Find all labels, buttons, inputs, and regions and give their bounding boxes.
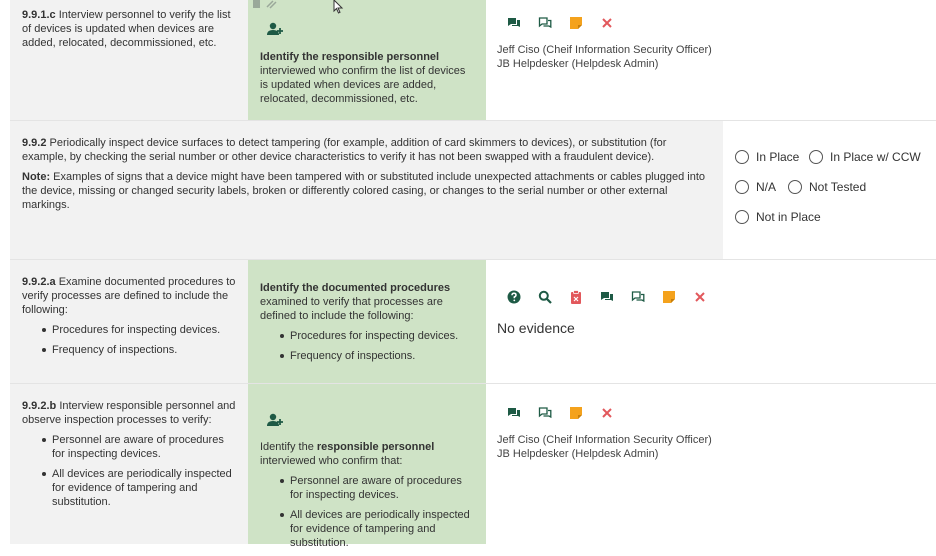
requirement-row-9-9-2	[10, 121, 936, 260]
status-not-tested[interactable]: Not Tested	[788, 180, 866, 194]
evidence-cell	[486, 384, 936, 544]
radio-button[interactable]	[735, 210, 749, 224]
requirement-text: 9.9.2 Periodically inspect device surfaces to detect tampering (for example, addition of card skimmers to devices), or substitution (for example, by checking the serial number or other device characteristics to verify it has not been swapped with a fraudulent device).	[22, 137, 667, 163]
testing-cell	[248, 0, 486, 120]
testing-cell	[248, 384, 486, 549]
no-evidence-label: No evidence	[497, 320, 575, 336]
evidence-toolbar	[507, 406, 631, 420]
sticky-note-icon[interactable]	[569, 406, 583, 420]
add-user-icon[interactable]	[267, 413, 283, 427]
close-icon[interactable]	[693, 290, 707, 304]
list-item: Personnel are aware of procedures for inspecting devices.	[260, 474, 476, 502]
requirement-bullets	[22, 323, 236, 357]
personnel-name: JB Helpdesker (Helpdesk Admin)	[497, 58, 659, 70]
testing-bullets	[260, 474, 476, 550]
evidence-cell	[486, 0, 936, 120]
list-item: All devices are periodically inspected for evidence of tampering and substitution.	[260, 508, 476, 550]
add-user-icon[interactable]	[267, 22, 283, 36]
radio-button[interactable]	[809, 150, 823, 164]
list-item: Frequency of inspections.	[22, 343, 236, 357]
list-item: Procedures for inspecting devices.	[22, 323, 236, 337]
radio-button[interactable]	[735, 150, 749, 164]
close-icon[interactable]	[600, 406, 614, 420]
evidence-cell	[486, 260, 936, 383]
search-icon[interactable]	[538, 290, 552, 304]
comment-outline-icon[interactable]	[631, 290, 645, 304]
requirement-row-9-9-2-b	[10, 384, 936, 549]
radio-button[interactable]	[735, 180, 749, 194]
radio-button[interactable]	[788, 180, 802, 194]
requirement-bullets	[22, 433, 236, 509]
requirement-note: Note: Examples of signs that a device might have been tampered with or substituted include unexpected attachments or cables plugged into the device, missing or changed security labels, broken or differently colored casing, or changes to the serial number or other external markings.	[22, 171, 706, 211]
personnel-name: Jeff Ciso (Cheif Information Security Officer)	[497, 434, 712, 446]
requirement-row-9-9-2-a	[10, 260, 936, 384]
list-item: Frequency of inspections.	[260, 349, 474, 363]
status-na[interactable]: N/A	[735, 180, 776, 194]
requirement-text: 9.9.1.c Interview personnel to verify the list of devices is updated when devices are added, relocated, decommissioned, etc.	[22, 9, 231, 49]
responsible-personnel-list	[497, 43, 712, 71]
status-cell	[723, 121, 936, 259]
clipboard-delete-icon[interactable]	[569, 290, 583, 304]
requirement-text: 9.9.2.a Examine documented procedures to verify processes are defined to include the following:	[22, 276, 236, 316]
question-icon[interactable]	[507, 290, 521, 304]
comments-icon[interactable]	[600, 290, 614, 304]
requirement-cell	[10, 0, 248, 120]
comments-icon[interactable]	[507, 16, 521, 30]
attachment-icons[interactable]	[252, 0, 278, 10]
requirement-cell	[10, 384, 248, 544]
evidence-toolbar	[507, 290, 724, 304]
requirement-cell	[10, 260, 248, 383]
testing-text: Identify the documented procedures examined to verify that processes are defined to include the following:	[260, 282, 451, 322]
list-item: Procedures for inspecting devices.	[260, 329, 474, 343]
comments-icon[interactable]	[507, 406, 521, 420]
testing-cell	[248, 260, 486, 383]
evidence-toolbar	[507, 16, 631, 30]
sticky-note-icon[interactable]	[569, 16, 583, 30]
list-item: All devices are periodically inspected for evidence of tampering and substitution.	[22, 467, 236, 509]
requirement-cell	[10, 121, 723, 259]
responsible-personnel-list	[497, 433, 712, 461]
close-icon[interactable]	[600, 16, 614, 30]
requirement-row-9-9-1-c	[10, 0, 936, 121]
testing-text: Identify the responsible personnel interviewed who confirm that: Personnel are aware of procedures for inspecting devices. All devices are periodically inspected for evidence of tampering and substitution.	[260, 440, 476, 556]
comment-outline-icon[interactable]	[538, 16, 552, 30]
list-item: Personnel are aware of procedures for inspecting devices.	[22, 433, 236, 461]
status-in-place-ccw[interactable]: In Place w/ CCW	[809, 150, 921, 164]
personnel-name: JB Helpdesker (Helpdesk Admin)	[497, 448, 659, 460]
mouse-cursor-icon	[333, 0, 345, 14]
comment-outline-icon[interactable]	[538, 406, 552, 420]
requirement-text: 9.9.2.b Interview responsible personnel and observe inspection processes to verify:	[22, 400, 236, 426]
sticky-note-icon[interactable]	[662, 290, 676, 304]
testing-text: Identify the responsible personnel interviewed who confirm the list of devices is updated when devices are added, relocated, decommissioned, etc.	[260, 51, 466, 105]
status-in-place[interactable]: In Place	[735, 150, 799, 164]
status-not-in-place[interactable]: Not in Place	[735, 210, 821, 224]
testing-bullets	[260, 329, 474, 363]
personnel-name: Jeff Ciso (Cheif Information Security Officer)	[497, 44, 712, 56]
